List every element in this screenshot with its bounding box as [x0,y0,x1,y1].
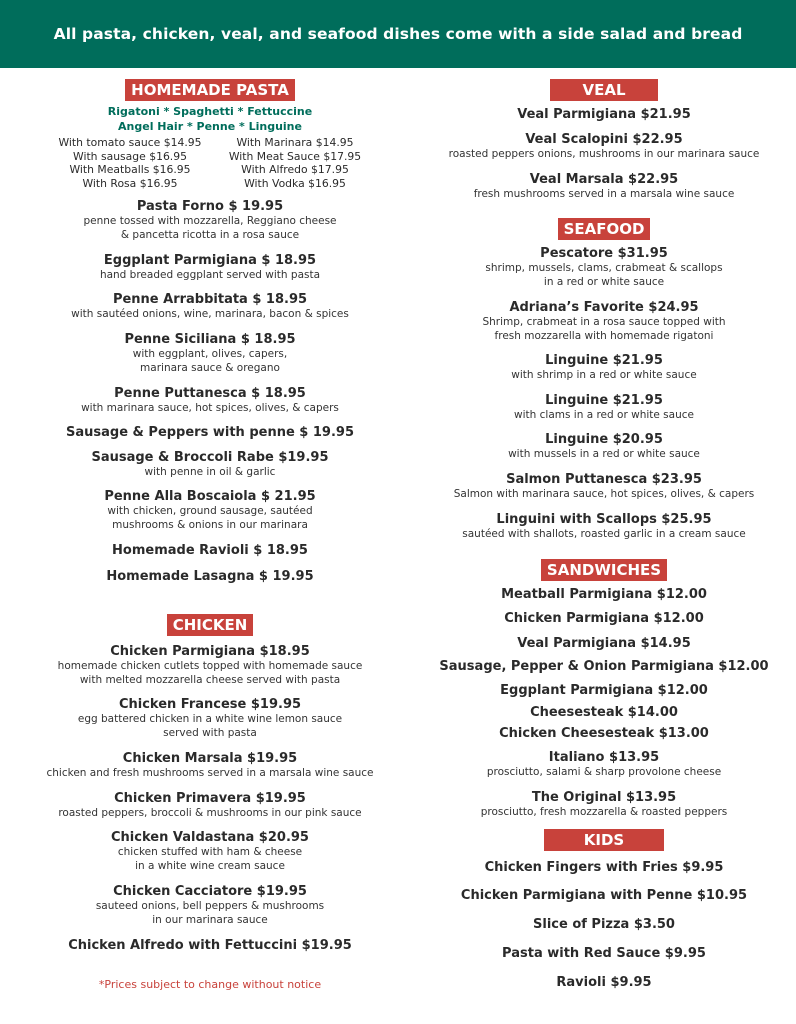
item-name: Chicken Cacciatore $19.95 [113,884,307,899]
pasta-shapes-line-1: Rigatoni * Spaghetti * Fettuccine [107,105,313,118]
sauce-option: With Alfredo $17.95 [241,163,349,176]
item-name: Linguini with Scallops $25.95 [496,512,712,527]
item-name: Eggplant Parmigiana $ 18.95 [103,253,317,268]
menu-item [412,726,796,742]
item-description: egg battered chicken in a white wine lemon sauce [77,713,343,725]
menu-item [0,543,420,559]
item-description: with melted mozzarella cheese served with pasta [79,673,341,686]
sauce-option: With Marinara $14.95 [236,136,354,149]
menu-item [412,705,796,721]
menu-item [0,386,420,416]
menu-item [0,938,420,954]
header-text: All pasta, chicken, veal, and seafood dishes come with a side salad and bread [53,25,743,43]
item-name: Slice of Pizza $3.50 [533,917,675,932]
pasta-shapes-line-2: Angel Hair * Penne * Linguine [118,120,302,133]
item-name: Salmon Puttanesca $23.95 [506,472,702,487]
item-name: Chicken Primavera $19.95 [114,791,306,806]
item-description: sauteed onions, bell peppers & mushrooms [95,900,325,912]
item-name: Sausage & Peppers with penne $ 19.95 [66,425,354,440]
header-bar [0,0,796,68]
menu-item [0,791,420,821]
menu-item [412,683,796,699]
item-name: Chicken Parmigiana with Penne $10.95 [460,888,748,903]
menu-item [0,425,420,441]
item-description: prosciutto, fresh mozzarella & roasted peppers [480,806,728,818]
item-description: fresh mushrooms served in a marsala wine sauce [473,188,735,200]
menu-item [412,512,796,542]
menu-item [412,750,796,780]
menu-item [0,697,420,740]
pasta-banner: HOMEMADE PASTA [125,79,295,101]
price-footnote: *Prices subject to change without notice [98,978,322,991]
item-name: Sausage, Pepper & Onion Parmigiana $12.00 [439,659,769,674]
menu-item [412,393,796,423]
item-description: with clams in a red or white sauce [514,409,694,421]
sauce-column-left [50,136,210,190]
menu-item [0,292,420,322]
item-description: hand breaded eggplant served with pasta [99,269,321,281]
item-description: sautéed with shallots, roasted garlic in a cream sauce [462,528,746,540]
item-description: with mussels in a red or white sauce [508,448,700,460]
item-description: prosciutto, salami & sharp provolone cheese [486,766,722,778]
menu-item [412,246,796,289]
menu-item [412,636,796,652]
item-description: with sautéed onions, wine, marinara, bacon & spices [71,308,349,320]
menu-item [412,107,796,123]
menu-item [0,199,420,242]
menu-item [0,450,420,480]
item-description: Shrimp, crabmeat in a rosa sauce topped with [482,316,726,328]
item-name: Cheesesteak $14.00 [530,705,678,720]
item-name: Homemade Lasagna $ 19.95 [106,569,314,584]
item-name: Veal Parmigiana $14.95 [517,636,691,651]
item-description: Salmon with marinara sauce, hot spices, olives, & capers [453,488,755,500]
item-name: Ravioli $9.95 [556,975,652,990]
item-name: Penne Siciliana $ 18.95 [124,332,296,347]
item-name: Linguine $20.95 [545,432,663,447]
item-name: The Original $13.95 [531,790,677,805]
menu-item [412,975,796,991]
item-name: Pasta with Red Sauce $9.95 [502,946,706,961]
menu-item [412,300,796,343]
item-name: Chicken Francese $19.95 [118,697,302,712]
menu-item [0,830,420,873]
menu-item [0,884,420,927]
item-name: Penne Alla Boscaiola $ 21.95 [104,489,316,504]
item-description: in a red or white sauce [543,275,665,288]
item-name: Chicken Parmigiana $12.00 [504,611,704,626]
menu-item [0,489,420,532]
menu-item [412,946,796,962]
sauce-option: With sausage $16.95 [73,149,187,163]
sauce-column-right [215,136,375,190]
menu-item [412,888,796,904]
item-description: with chicken, ground sausage, sautéed [107,505,313,517]
item-description: with penne in oil & garlic [144,466,276,478]
item-description: homemade chicken cutlets topped with homemade sauce [57,660,363,672]
item-name: Chicken Cheesesteak $13.00 [499,726,709,741]
item-description: penne tossed with mozzarella, Reggiano cheese [83,215,337,227]
item-description: chicken and fresh mushrooms served in a marsala wine sauce [46,767,374,779]
menu-item [0,332,420,375]
sandwiches-banner: SANDWICHES [541,559,667,581]
menu-item [412,860,796,876]
menu-item [412,353,796,383]
item-description: marinara sauce & oregano [140,361,280,374]
menu-item [412,432,796,462]
item-name: Chicken Marsala $19.95 [122,751,298,766]
menu-item [412,659,796,675]
item-name: Pasta Forno $ 19.95 [136,199,284,214]
sauce-option: With Meat Sauce $17.95 [228,149,362,163]
item-name: Veal Scalopini $22.95 [525,132,683,147]
item-name: Pescatore $31.95 [540,246,668,261]
item-description: with marinara sauce, hot spices, olives, & capers [81,402,339,414]
item-description: shrimp, mussels, clams, crabmeat & scallops [485,262,723,274]
item-name: Penne Arrabbitata $ 18.95 [112,292,308,307]
item-name: Meatball Parmigiana $12.00 [501,587,707,602]
item-name: Homemade Ravioli $ 18.95 [112,543,308,558]
item-name: Adriana’s Favorite $24.95 [509,300,699,315]
menu-item [412,587,796,603]
menu-item [0,569,420,585]
menu-item [412,132,796,162]
item-description: & pancetta ricotta in a rosa sauce [120,228,300,241]
veal-banner: VEAL [550,79,658,101]
menu-item [0,644,420,687]
item-description: mushrooms & onions in our marinara [112,518,308,531]
item-description: roasted peppers, broccoli & mushrooms in our pink sauce [58,807,362,819]
item-description: in a white wine cream sauce [135,859,285,872]
item-name: Veal Parmigiana $21.95 [517,107,691,122]
item-description: fresh mozzarella with homemade rigatoni [494,329,714,342]
sauce-option: With Vodka $16.95 [244,176,346,190]
sauce-option: With Meatballs $16.95 [69,163,191,176]
item-name: Penne Puttanesca $ 18.95 [114,386,306,401]
item-name: Veal Marsala $22.95 [529,172,679,187]
item-description: with shrimp in a red or white sauce [511,369,697,381]
seafood-banner: SEAFOOD [558,218,651,240]
item-description: served with pasta [163,726,257,739]
item-name: Linguine $21.95 [545,393,663,408]
menu-item [412,790,796,820]
item-description: chicken stuffed with ham & cheese [117,846,303,858]
item-name: Chicken Parmigiana $18.95 [110,644,310,659]
item-name: Eggplant Parmigiana $12.00 [500,683,708,698]
item-description: with eggplant, olives, capers, [132,348,288,360]
menu-item [412,611,796,627]
item-description: roasted peppers onions, mushrooms in our marinara sauce [448,148,760,160]
item-description: in our marinara sauce [152,913,268,926]
chicken-banner: CHICKEN [167,614,254,636]
sauce-option: With tomato sauce $14.95 [58,136,202,149]
menu-item [412,172,796,202]
item-name: Chicken Alfredo with Fettuccini $19.95 [68,938,352,953]
item-name: Linguine $21.95 [545,353,663,368]
sauce-option: With Rosa $16.95 [82,176,178,190]
menu-item [412,472,796,502]
kids-banner: KIDS [544,829,664,851]
menu-item [412,917,796,933]
menu-item [0,253,420,283]
item-name: Chicken Fingers with Fries $9.95 [484,860,724,875]
item-name: Sausage & Broccoli Rabe $19.95 [91,450,329,465]
menu-item [0,751,420,781]
item-name: Italiano $13.95 [548,750,660,765]
item-name: Chicken Valdastana $20.95 [111,830,309,845]
